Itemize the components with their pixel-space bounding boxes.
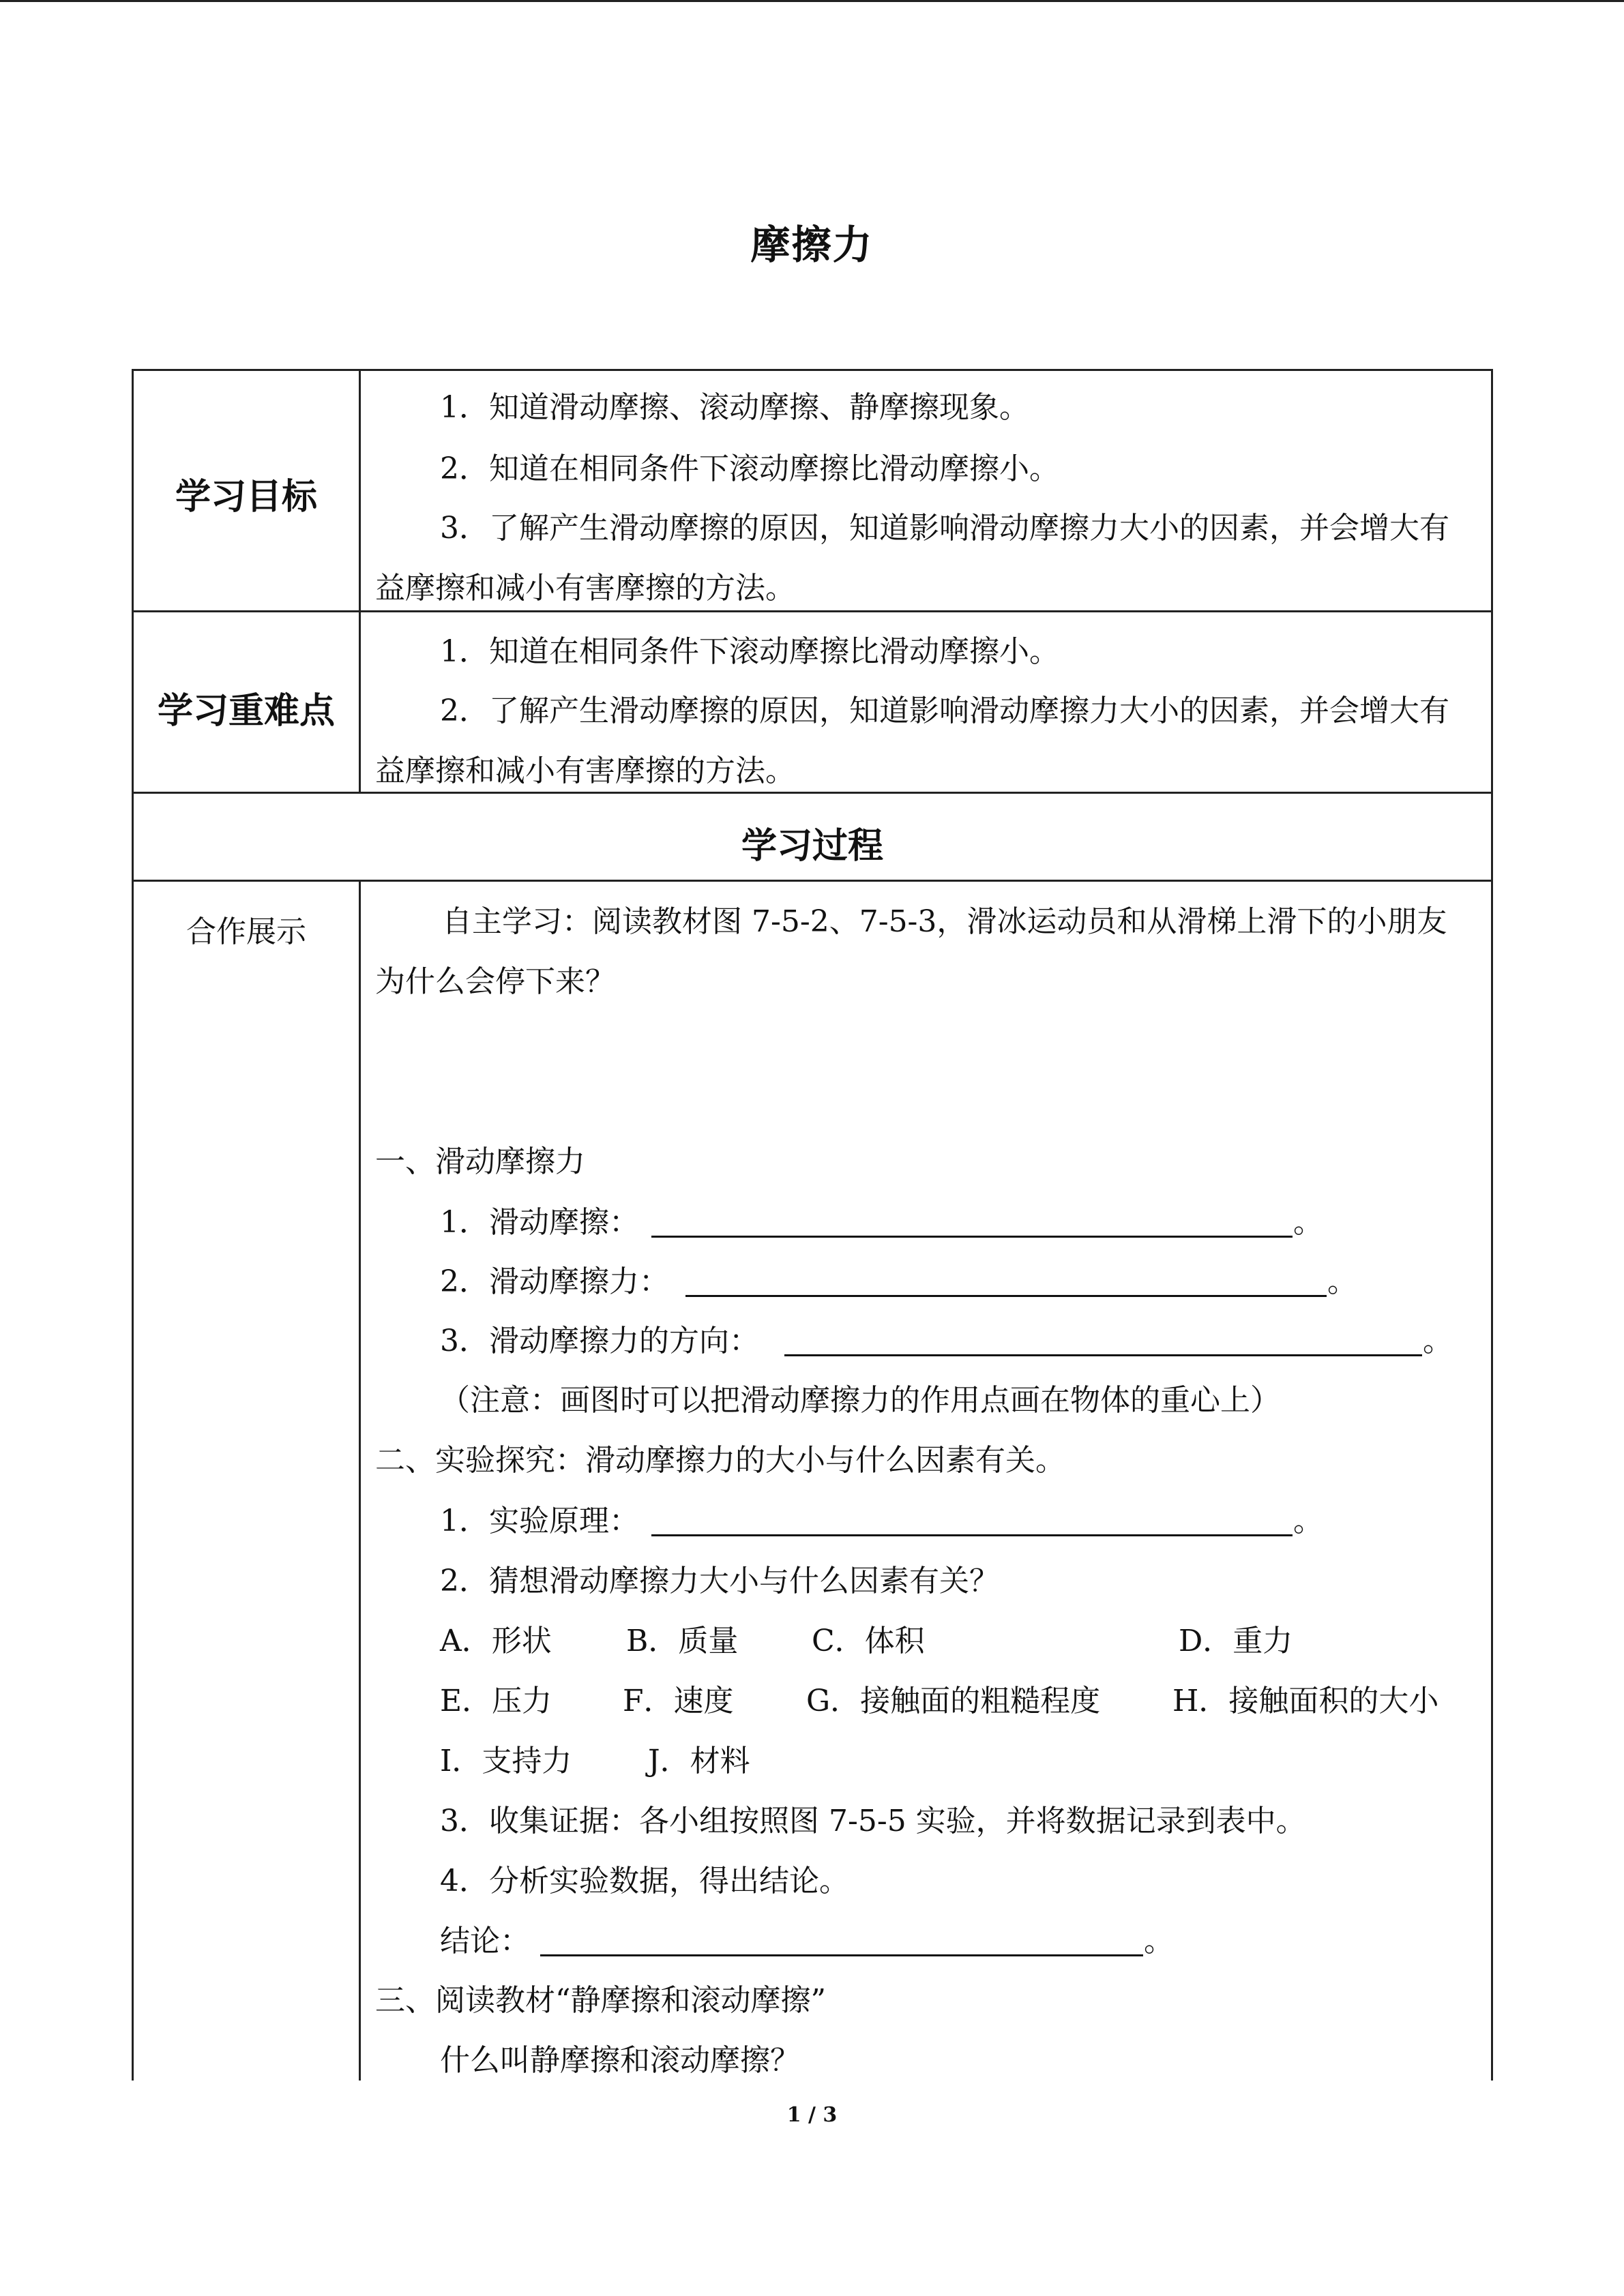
option-i: I．支持力 (440, 1744, 572, 1778)
key-point-item-2: 2．了解产生滑动摩擦的原因，知道影响滑动摩擦力大小的因素，并会增大有益摩擦和减小有害摩擦的方法。 (375, 694, 1449, 788)
process-label: 合作展示 (186, 914, 306, 949)
key-points-label: 学习重难点 (157, 691, 335, 732)
page-number: 1 / 3 (786, 2103, 838, 2127)
document-title: 摩擦力 (750, 222, 874, 268)
section1-heading: 一、滑动摩擦力 (375, 1144, 585, 1179)
section1-q2-blank[interactable] (685, 1295, 1327, 1297)
option-d: D．重力 (1179, 1624, 1293, 1658)
table-col-divider-lower (359, 880, 361, 2081)
objective-item-2: 2．知道在相同条件下滚动摩擦比滑动摩擦小。 (440, 451, 1059, 486)
table-border-left (132, 369, 134, 2081)
option-b: B．质量 (626, 1624, 739, 1658)
section1-q1-period: 。 (1293, 1205, 1323, 1240)
objective-item-1: 1．知道滑动摩擦、滚动摩擦、静摩擦现象。 (440, 390, 1029, 425)
section1-q3-blank[interactable] (784, 1354, 1422, 1356)
section2-q2: 2．猜想滑动摩擦力大小与什么因素有关？ (440, 1564, 999, 1598)
option-f: F．速度 (623, 1684, 734, 1718)
section2-q1-blank[interactable] (651, 1534, 1293, 1536)
section3-question: 什么叫静摩擦和滚动摩擦？ (440, 2043, 800, 2078)
table-border-right (1491, 369, 1493, 2081)
conclusion-period: 。 (1144, 1924, 1174, 1958)
section1-q1: 1．滑动摩擦： (440, 1205, 639, 1240)
conclusion-label: 结论： (440, 1924, 530, 1958)
process-header: 学习过程 (741, 826, 883, 867)
conclusion-underline[interactable] (540, 1954, 1143, 1956)
intro-question: 自主学习：阅读教材图 7-5-2、7-5-3，滑冰运动员和从滑梯上滑下的小朋友为什么会停下来？ (375, 904, 1447, 999)
table-border-top (132, 369, 1493, 371)
section2-q3: 3．收集证据：各小组按照图 7-5-5 实验，并将数据记录到表中。 (440, 1804, 1306, 1838)
objectives-label: 学习目标 (175, 477, 317, 518)
table-row-divider-3 (132, 880, 1493, 882)
section1-q3-period: 。 (1423, 1324, 1453, 1358)
option-a: A．形状 (440, 1624, 552, 1658)
section1-q2-period: 。 (1327, 1264, 1357, 1299)
section2-q1: 1．实验原理： (440, 1504, 639, 1538)
option-e: E．压力 (440, 1684, 552, 1718)
option-h: H．接触面积的大小 (1172, 1684, 1439, 1718)
key-point-item-1: 1．知道在相同条件下滚动摩擦比滑动摩擦小。 (440, 634, 1059, 669)
section1-q3: 3．滑动摩擦力的方向： (440, 1324, 759, 1358)
section1-q2: 2．滑动摩擦力： (440, 1264, 669, 1299)
section1-q1-blank[interactable] (651, 1236, 1293, 1238)
section2-q4: 4．分析实验数据，得出结论。 (440, 1864, 849, 1898)
option-c: C．体积 (812, 1624, 925, 1658)
section2-heading: 二、实验探究：滑动摩擦力的大小与什么因素有关。 (375, 1443, 1065, 1478)
section2-q1-period: 。 (1293, 1504, 1323, 1538)
option-g: G．接触面的粗糙程度 (806, 1684, 1101, 1718)
option-j: J．材料 (648, 1744, 750, 1778)
objective-item-3: 3．了解产生滑动摩擦的原因，知道影响滑动摩擦力大小的因素，并会增大有益摩擦和减小有害摩擦的方法。 (375, 511, 1449, 606)
section3-heading: 三、阅读教材“静摩擦和滚动摩擦” (375, 1983, 826, 2018)
table-col-divider-upper (359, 369, 361, 793)
section1-note: （注意：画图时可以把滑动摩擦力的作用点画在物体的重心上） (440, 1383, 1280, 1418)
